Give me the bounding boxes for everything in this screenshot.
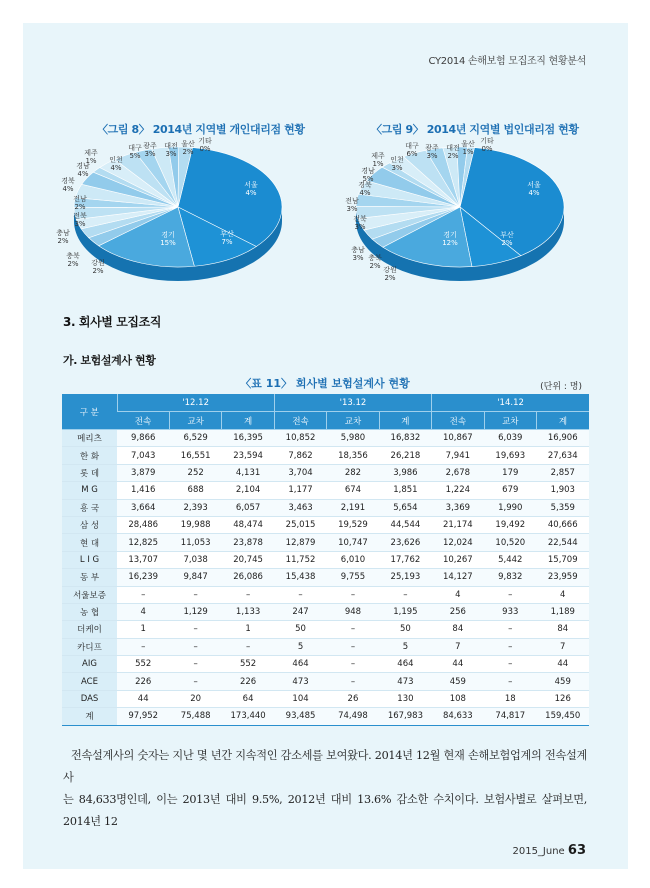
value-cell: 64 [222, 690, 274, 707]
year-header: '12.12 [117, 394, 274, 412]
subcolumn-header: 교차 [169, 412, 221, 430]
subcolumn-header: 전속 [432, 412, 484, 430]
value-cell: 93,485 [274, 708, 326, 725]
value-cell: 12,825 [117, 534, 169, 551]
value-cell: 75,488 [169, 708, 221, 725]
value-cell: 1,129 [169, 603, 221, 620]
subcolumn-header: 계 [379, 412, 431, 430]
subcolumn-header: 계 [537, 412, 590, 430]
value-cell: 459 [432, 673, 484, 690]
value-cell: 552 [222, 656, 274, 673]
pie-label: 기타 0% [198, 137, 212, 153]
pie-label: 제주 1% [84, 149, 98, 165]
value-cell: 16,906 [537, 430, 590, 447]
value-cell: 22,544 [537, 534, 590, 551]
table-row [62, 656, 589, 673]
value-cell: 5,359 [537, 499, 590, 516]
value-cell: 16,239 [117, 569, 169, 586]
page-number: 63 [567, 843, 586, 858]
value-cell: 23,594 [222, 447, 274, 464]
page-footer [512, 843, 586, 858]
table-unit: (단위 : 명) [540, 382, 582, 392]
pie-label: 강원 2% [383, 266, 397, 282]
value-cell: 179 [484, 464, 536, 481]
value-cell: 1,990 [484, 499, 536, 516]
value-cell: – [169, 673, 221, 690]
year-header: '13.12 [274, 394, 431, 412]
pie-label: 대구 6% [405, 142, 419, 158]
table-row [62, 534, 589, 551]
company-name-cell: 농 협 [62, 603, 117, 620]
figure-8-pie-chart [56, 137, 308, 290]
value-cell: 84,633 [432, 708, 484, 725]
value-cell: 11,752 [274, 551, 326, 568]
value-cell: – [484, 621, 536, 638]
value-cell: 1,903 [537, 482, 590, 499]
value-cell: 16,551 [169, 447, 221, 464]
value-cell: – [379, 586, 431, 603]
company-name-cell: M G [62, 482, 117, 499]
pie-label: 충북 2% [66, 252, 80, 268]
pie-label: 강원 2% [91, 259, 105, 275]
value-cell: 12,024 [432, 534, 484, 551]
value-cell: – [169, 586, 221, 603]
company-name-cell: 계 [62, 708, 117, 725]
value-cell: 28,486 [117, 516, 169, 533]
value-cell: 252 [169, 464, 221, 481]
value-cell: 1,851 [379, 482, 431, 499]
pie-label: 울산 2% [181, 140, 195, 156]
pie-label: 광주 3% [143, 142, 157, 158]
value-cell: 226 [117, 673, 169, 690]
company-name-cell: 롯 데 [62, 464, 117, 481]
value-cell: 7,038 [169, 551, 221, 568]
value-cell: 4 [117, 603, 169, 620]
value-cell: – [169, 656, 221, 673]
table-row [62, 621, 589, 638]
value-cell: 1 [222, 621, 274, 638]
company-name-cell: 한 화 [62, 447, 117, 464]
table-row [62, 464, 589, 481]
value-cell: 1,416 [117, 482, 169, 499]
pie-label: 기타 0% [480, 137, 494, 153]
value-cell: 26,086 [222, 569, 274, 586]
value-cell: 27,634 [537, 447, 590, 464]
value-cell: 4 [537, 586, 590, 603]
value-cell: 26 [327, 690, 379, 707]
pie-label: 충남 3% [351, 246, 365, 262]
subcolumn-header-row [62, 412, 589, 430]
value-cell: – [169, 638, 221, 655]
value-cell: – [327, 621, 379, 638]
value-cell: 3,369 [432, 499, 484, 516]
value-cell: 50 [274, 621, 326, 638]
value-cell: 679 [484, 482, 536, 499]
value-cell: 5,654 [379, 499, 431, 516]
pie-label: 서울 4% [244, 181, 258, 197]
value-cell: 6,039 [484, 430, 536, 447]
figure-9-pie-chart [340, 137, 590, 290]
value-cell: 464 [274, 656, 326, 673]
company-name-cell: 서울보증 [62, 586, 117, 603]
value-cell: 126 [537, 690, 590, 707]
value-cell: 247 [274, 603, 326, 620]
table-body [62, 430, 589, 726]
company-name-cell: 현 대 [62, 534, 117, 551]
value-cell: 688 [169, 482, 221, 499]
value-cell: 173,440 [222, 708, 274, 725]
value-cell: 19,988 [169, 516, 221, 533]
table-row [62, 638, 589, 655]
value-cell: 130 [379, 690, 431, 707]
company-name-cell: ACE [62, 673, 117, 690]
pie-label: 경북 4% [358, 181, 372, 197]
value-cell: 84 [537, 621, 590, 638]
value-cell: 25,015 [274, 516, 326, 533]
value-cell: 48,474 [222, 516, 274, 533]
value-cell: – [484, 673, 536, 690]
value-cell: – [222, 586, 274, 603]
value-cell: 16,832 [379, 430, 431, 447]
pie-label: 경남 5% [361, 167, 375, 183]
value-cell: 5 [274, 638, 326, 655]
subcolumn-header: 전속 [274, 412, 326, 430]
value-cell: 13,707 [117, 551, 169, 568]
value-cell: – [222, 638, 274, 655]
agent-table [62, 394, 589, 726]
value-cell: 282 [327, 464, 379, 481]
value-cell: 256 [432, 603, 484, 620]
value-cell: 226 [222, 673, 274, 690]
value-cell: 5,980 [327, 430, 379, 447]
value-cell: 4,131 [222, 464, 274, 481]
value-cell: 933 [484, 603, 536, 620]
value-cell: 10,852 [274, 430, 326, 447]
pie-label: 부산 7% [220, 230, 234, 246]
value-cell: 21,174 [432, 516, 484, 533]
year-header: '14.12 [432, 394, 589, 412]
table-row [62, 482, 589, 499]
table-row [62, 708, 589, 725]
value-cell: 3,879 [117, 464, 169, 481]
value-cell: 1,195 [379, 603, 431, 620]
company-name-cell: 카디프 [62, 638, 117, 655]
value-cell: – [274, 586, 326, 603]
value-cell: – [169, 621, 221, 638]
value-cell: 20,745 [222, 551, 274, 568]
value-cell: 44 [537, 656, 590, 673]
value-cell: – [327, 673, 379, 690]
value-cell: 7,043 [117, 447, 169, 464]
value-cell: 20 [169, 690, 221, 707]
value-cell: 44,544 [379, 516, 431, 533]
value-cell: 14,127 [432, 569, 484, 586]
value-cell: – [484, 586, 536, 603]
value-cell: 26,218 [379, 447, 431, 464]
pie-label: 울산 1% [461, 140, 475, 156]
value-cell: 9,866 [117, 430, 169, 447]
value-cell: 7 [432, 638, 484, 655]
value-cell: 108 [432, 690, 484, 707]
company-name-cell: AIG [62, 656, 117, 673]
table-row [62, 516, 589, 533]
pie-label: 광주 3% [425, 144, 439, 160]
subcolumn-header: 계 [222, 412, 274, 430]
value-cell: 674 [327, 482, 379, 499]
value-cell: 25,193 [379, 569, 431, 586]
value-cell: 3,986 [379, 464, 431, 481]
section-heading: 3. 회사별 모집조직 [63, 315, 162, 329]
pie-label: 서울 4% [527, 181, 541, 197]
company-name-cell: 동 부 [62, 569, 117, 586]
company-name-cell: 메리츠 [62, 430, 117, 447]
value-cell: 74,498 [327, 708, 379, 725]
pie-label: 인천 3% [390, 156, 404, 172]
value-cell: 11,053 [169, 534, 221, 551]
company-name-cell: 삼 성 [62, 516, 117, 533]
table-row [62, 499, 589, 516]
table-row [62, 551, 589, 568]
company-name-cell: 더케이 [62, 621, 117, 638]
value-cell: 40,666 [537, 516, 590, 533]
body-paragraph [63, 745, 587, 833]
value-cell: 1,177 [274, 482, 326, 499]
value-cell: 12,879 [274, 534, 326, 551]
value-cell: 473 [379, 673, 431, 690]
pie-label: 경기 12% [442, 231, 458, 247]
value-cell: 2,678 [432, 464, 484, 481]
pie-label: 경북 4% [61, 177, 75, 193]
table-row [62, 586, 589, 603]
subcolumn-header: 전속 [117, 412, 169, 430]
pie-label: 대전 3% [164, 142, 178, 158]
value-cell: 18 [484, 690, 536, 707]
value-cell: 6,010 [327, 551, 379, 568]
value-cell: 97,952 [117, 708, 169, 725]
value-cell: 5,442 [484, 551, 536, 568]
pie-label: 전북 3% [353, 215, 367, 231]
value-cell: 948 [327, 603, 379, 620]
value-cell: 4 [432, 586, 484, 603]
value-cell: 10,520 [484, 534, 536, 551]
value-cell: 23,959 [537, 569, 590, 586]
value-cell: – [327, 656, 379, 673]
value-cell: 9,847 [169, 569, 221, 586]
value-cell: – [327, 638, 379, 655]
value-cell: 9,832 [484, 569, 536, 586]
value-cell: 7,862 [274, 447, 326, 464]
value-cell: 10,267 [432, 551, 484, 568]
value-cell: 3,463 [274, 499, 326, 516]
table-row [62, 447, 589, 464]
table-row [62, 569, 589, 586]
value-cell: 19,529 [327, 516, 379, 533]
running-header: CY2014 손해보험 모집조직 현황분석 [428, 56, 586, 67]
company-name-cell: 흥 국 [62, 499, 117, 516]
value-cell: – [327, 586, 379, 603]
pie-label: 전남 3% [345, 197, 359, 213]
value-cell: – [117, 586, 169, 603]
value-cell: 7 [537, 638, 590, 655]
value-cell: 10,747 [327, 534, 379, 551]
pie-label: 대전 2% [446, 144, 460, 160]
pie-label: 부산 2% [500, 231, 514, 247]
value-cell: 17,762 [379, 551, 431, 568]
figure-9-title: 〈그림 9〉 2014년 지역별 법인대리점 현황 [371, 123, 579, 136]
value-cell: 6,057 [222, 499, 274, 516]
table-row [62, 430, 589, 447]
value-cell: 5 [379, 638, 431, 655]
value-cell: 15,438 [274, 569, 326, 586]
issue-label: 2015_June [512, 846, 565, 857]
company-name-cell: L I G [62, 551, 117, 568]
value-cell: – [484, 638, 536, 655]
value-cell: 9,755 [327, 569, 379, 586]
value-cell: 15,709 [537, 551, 590, 568]
value-cell: 2,191 [327, 499, 379, 516]
pie-label: 경남 4% [76, 162, 90, 178]
table-title: 〈표 11〉 회사별 보험설계사 현황 [240, 377, 410, 390]
pie-label: 전북 3% [73, 212, 87, 228]
value-cell: – [117, 638, 169, 655]
subsection-heading: 가. 보험설계사 현황 [63, 354, 156, 367]
value-cell: 2,104 [222, 482, 274, 499]
value-cell: 74,817 [484, 708, 536, 725]
subcolumn-header: 교차 [484, 412, 536, 430]
value-cell: 552 [117, 656, 169, 673]
value-cell: 3,704 [274, 464, 326, 481]
pie-label: 전남 2% [73, 195, 87, 211]
value-cell: 16,395 [222, 430, 274, 447]
value-cell: 167,983 [379, 708, 431, 725]
body-line: 전속설계사의 숫자는 지난 몇 년간 지속적인 감소세를 보여왔다. 2014년 12월 현재 손해보험업계의 전속설계사 [63, 749, 587, 784]
value-cell: 19,693 [484, 447, 536, 464]
figure-8-title: 〈그림 8〉 2014년 지역별 개인대리점 현황 [97, 123, 305, 136]
value-cell: 23,878 [222, 534, 274, 551]
value-cell: 10,867 [432, 430, 484, 447]
value-cell: 7,941 [432, 447, 484, 464]
pie-label: 경기 15% [160, 231, 176, 247]
value-cell: – [484, 656, 536, 673]
value-cell: 459 [537, 673, 590, 690]
col-group-header: 구 분 [62, 394, 117, 430]
value-cell: 84 [432, 621, 484, 638]
value-cell: 6,529 [169, 430, 221, 447]
subcolumn-header: 교차 [327, 412, 379, 430]
table-row [62, 603, 589, 620]
value-cell: 19,492 [484, 516, 536, 533]
value-cell: 1,133 [222, 603, 274, 620]
value-cell: 1,189 [537, 603, 590, 620]
pie-label: 제주 1% [371, 152, 385, 168]
value-cell: 18,356 [327, 447, 379, 464]
table-row [62, 673, 589, 690]
value-cell: 1,224 [432, 482, 484, 499]
value-cell: 2,857 [537, 464, 590, 481]
pie-label: 충북 2% [368, 254, 382, 270]
table-row [62, 690, 589, 707]
value-cell: 23,626 [379, 534, 431, 551]
company-name-cell: DAS [62, 690, 117, 707]
value-cell: 473 [274, 673, 326, 690]
body-line: 는 84,633명인데, 이는 2013년 대비 9.5%, 2012년 대비 13.6% 감소한 수치이다. 보험사별로 살펴보면, 2014년 12 [63, 793, 587, 828]
value-cell: 464 [379, 656, 431, 673]
value-cell: 44 [432, 656, 484, 673]
value-cell: 159,450 [537, 708, 590, 725]
value-cell: 50 [379, 621, 431, 638]
value-cell: 1 [117, 621, 169, 638]
pie-label: 충남 2% [56, 229, 70, 245]
pie-label: 인천 4% [109, 156, 123, 172]
value-cell: 44 [117, 690, 169, 707]
value-cell: 3,664 [117, 499, 169, 516]
value-cell: 104 [274, 690, 326, 707]
pie-label: 대구 5% [128, 144, 142, 160]
value-cell: 2,393 [169, 499, 221, 516]
